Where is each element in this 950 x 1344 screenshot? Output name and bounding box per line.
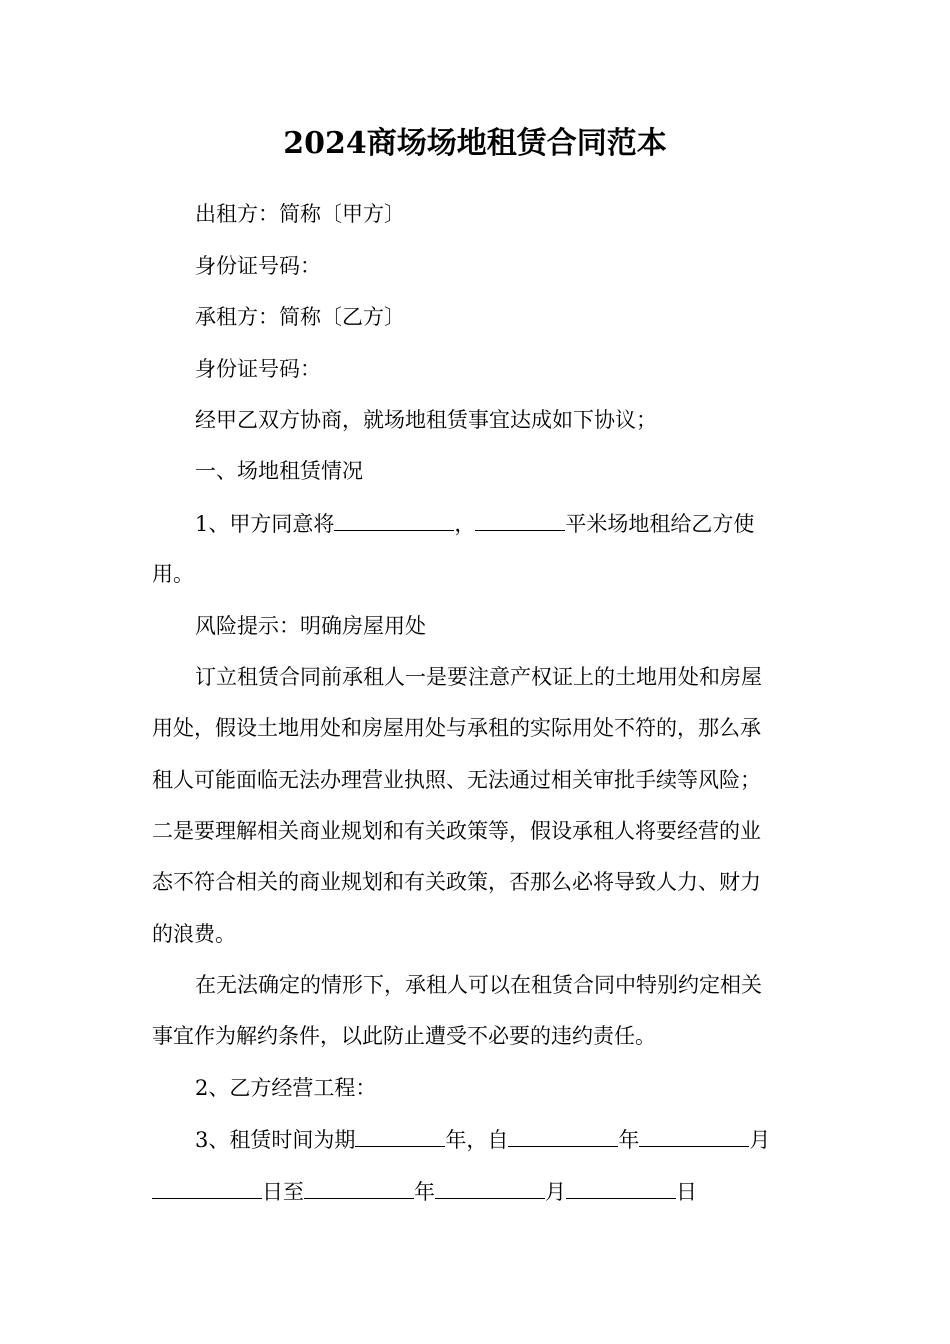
section1-heading: 一、场地租赁情况 (195, 459, 363, 483)
clause2-line: 2、乙方经营工程： (195, 1076, 377, 1100)
lessee-line: 承租方：简称〔乙方〕 (195, 305, 405, 329)
risk-para2-line: 在无法确定的情形下，承租人可以在租赁合同中特别约定相关 (195, 973, 762, 997)
blank-field (304, 1176, 414, 1199)
clause3-day-to: 日 (676, 1180, 697, 1204)
clause1-separator: ， (454, 512, 476, 536)
blank-field (152, 1176, 262, 1199)
clause3-year-to: 年 (414, 1180, 435, 1204)
clause1-continuation: 用。 (152, 562, 194, 586)
blank-field (566, 1176, 676, 1199)
clause3-month-from: 月 (749, 1128, 771, 1152)
blank-field (334, 508, 454, 531)
clause3-line (195, 1124, 770, 1155)
blank-field (435, 1176, 545, 1199)
lessor-line: 出租方：简称〔甲方〕 (195, 202, 405, 226)
lessor-id-line: 身份证号码： (195, 254, 321, 278)
clause3-year-from: 年 (618, 1128, 640, 1152)
clause1-line (195, 508, 754, 539)
risk-para1-line: 用处，假设土地用处和房屋用处与承租的实际用处不符的，那么承 (152, 716, 761, 740)
risk-para1-line: 订立租赁合同前承租人一是要注意产权证上的土地用处和房屋 (195, 665, 762, 689)
clause3-continuation (152, 1176, 697, 1207)
risk-para1-line: 的浪费。 (152, 922, 236, 946)
clause1-prefix: 1、甲方同意将 (195, 512, 335, 536)
blank-field (508, 1124, 618, 1147)
clause3-years: 年，自 (445, 1128, 509, 1152)
blank-field (475, 508, 565, 531)
risk-para1-line: 二是要理解相关商业规划和有关政策等，假设承租人将要经营的业 (152, 819, 761, 843)
clause3-day-from: 日至 (262, 1180, 304, 1204)
risk-para1-line: 租人可能面临无法办理营业执照、无法通过相关审批手续等风险； (152, 768, 761, 792)
document-title: 2024商场场地租赁合同范本 (283, 126, 667, 161)
preamble-line: 经甲乙双方协商，就场地租赁事宜达成如下协议； (195, 408, 657, 432)
risk-para2-line: 事宜作为解约条件，以此防止遭受不必要的违约责任。 (152, 1024, 656, 1048)
clause3-month-to: 月 (545, 1180, 566, 1204)
clause3-prefix: 3、租赁时间为期 (195, 1128, 356, 1152)
risk-heading: 风险提示：明确房屋用处 (195, 614, 426, 638)
lessee-id-line: 身份证号码： (195, 357, 321, 381)
blank-field (355, 1124, 445, 1147)
clause1-suffix: 平米场地租给乙方使 (565, 512, 755, 536)
risk-para1-line: 态不符合相关的商业规划和有关政策，否那么必将导致人力、财力 (152, 870, 761, 894)
blank-field (639, 1124, 749, 1147)
